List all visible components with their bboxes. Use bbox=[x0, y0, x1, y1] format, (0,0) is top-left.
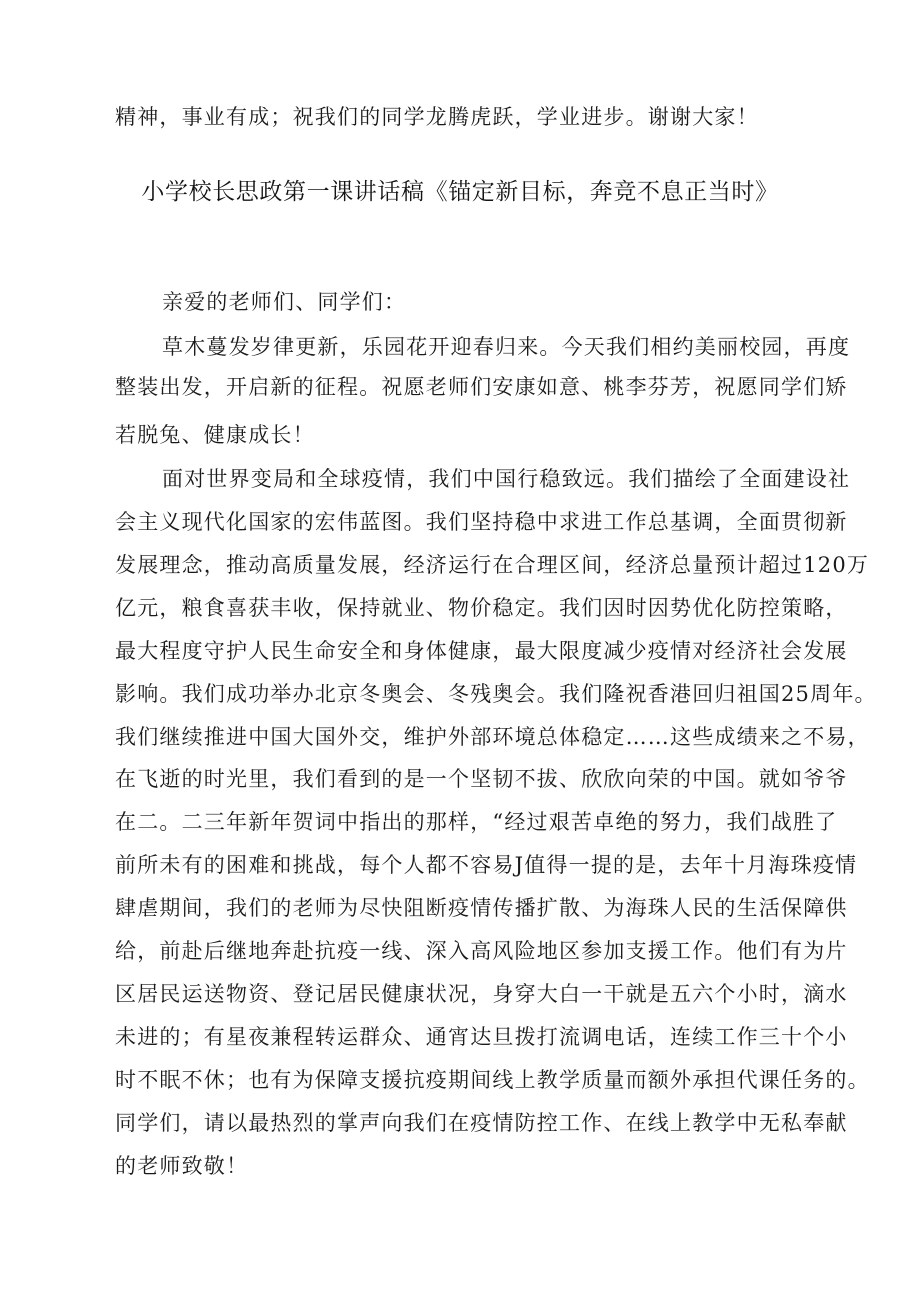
paragraph2-line: 在二。二三年新年贺词中指出的那样，“经过艰苦卓绝的努力，我们战胜了 bbox=[115, 810, 838, 834]
paragraph2-line: 我们继续推进中国大国外交，维护外部环境总体稳定……这些成绩来之不易， bbox=[115, 725, 870, 749]
paragraph2-line: 时不眠不休；也有为保障支援抗疫期间线上教学质量而额外承担代课任务的。 bbox=[115, 1068, 870, 1092]
paragraph2-line: 面对世界变局和全球疫情，我们中国行稳致远。我们描绘了全面建设社 bbox=[162, 467, 851, 491]
paragraph1-line: 若脱兔、健康成长！ bbox=[115, 423, 315, 447]
paragraph2-line: 未进的；有星夜兼程转运群众、通宵达旦拨打流调电话，连续工作三十个小 bbox=[115, 1025, 848, 1049]
paragraph2-line: 会主义现代化国家的宏伟蓝图。我们坚持稳中求进工作总基调，全面贯彻新 bbox=[115, 510, 848, 534]
paragraph2-line: 区居民运送物资、登记居民健康状况，身穿大白一干就是五六个小时，滴水 bbox=[115, 982, 848, 1006]
paragraph2-line: 前所未有的困难和挑战，每个人都不容易J值得一提的是，去年十月海珠疫情 bbox=[115, 853, 858, 877]
paragraph2-line: 给，前赴后继地奔赴抗疫一线、深入高风险地区参加支援工作。他们有为片 bbox=[115, 939, 848, 963]
paragraph2-line: 最大程度守护人民生命安全和身体健康，最大限度减少疫情对经济社会发展 bbox=[115, 639, 848, 663]
paragraph2-line: 在飞逝的时光里，我们看到的是一个坚韧不拔、欣欣向荣的中国。就如爷爷 bbox=[115, 767, 848, 791]
paragraph2-line: 亿元，粮食喜获丰收，保持就业、物价稳定。我们因时因势优化防控策略， bbox=[115, 596, 848, 620]
paragraph2-line: 同学们，请以最热烈的掌声向我们在疫情防控工作、在线上教学中无私奉献 bbox=[115, 1111, 848, 1135]
paragraph2-line: 肆虐期间，我们的老师为尽快阻断疫情传播扩散、为海珠人民的生活保障供 bbox=[115, 896, 848, 920]
continued-text-line: 精神，事业有成；祝我们的同学龙腾虎跃，学业进步。谢谢大家！ bbox=[115, 105, 759, 129]
paragraph2-line: 的老师致敬！ bbox=[115, 1154, 249, 1178]
paragraph2-line: 影响。我们成功举办北京冬奥会、冬残奥会。我们隆祝香港回归祖国25周年。 bbox=[115, 682, 877, 706]
document-title: 小学校长思政第一课讲话稿《锚定新目标，奔竞不息正当时》 bbox=[141, 179, 779, 205]
paragraph1-line: 草木蔓发岁律更新，乐园花开迎春归来。今天我们相约美丽校园，再度 bbox=[162, 335, 851, 359]
paragraph1-line: 整装出发，开启新的征程。祝愿老师们安康如意、桃李芬芳，祝愿同学们矫 bbox=[115, 375, 848, 399]
paragraph2-line: 发展理念，推动高质量发展，经济运行在合理区间，经济总量预计超过120万 bbox=[115, 553, 870, 577]
greeting-line: 亲爱的老师们、同学们： bbox=[162, 290, 407, 314]
